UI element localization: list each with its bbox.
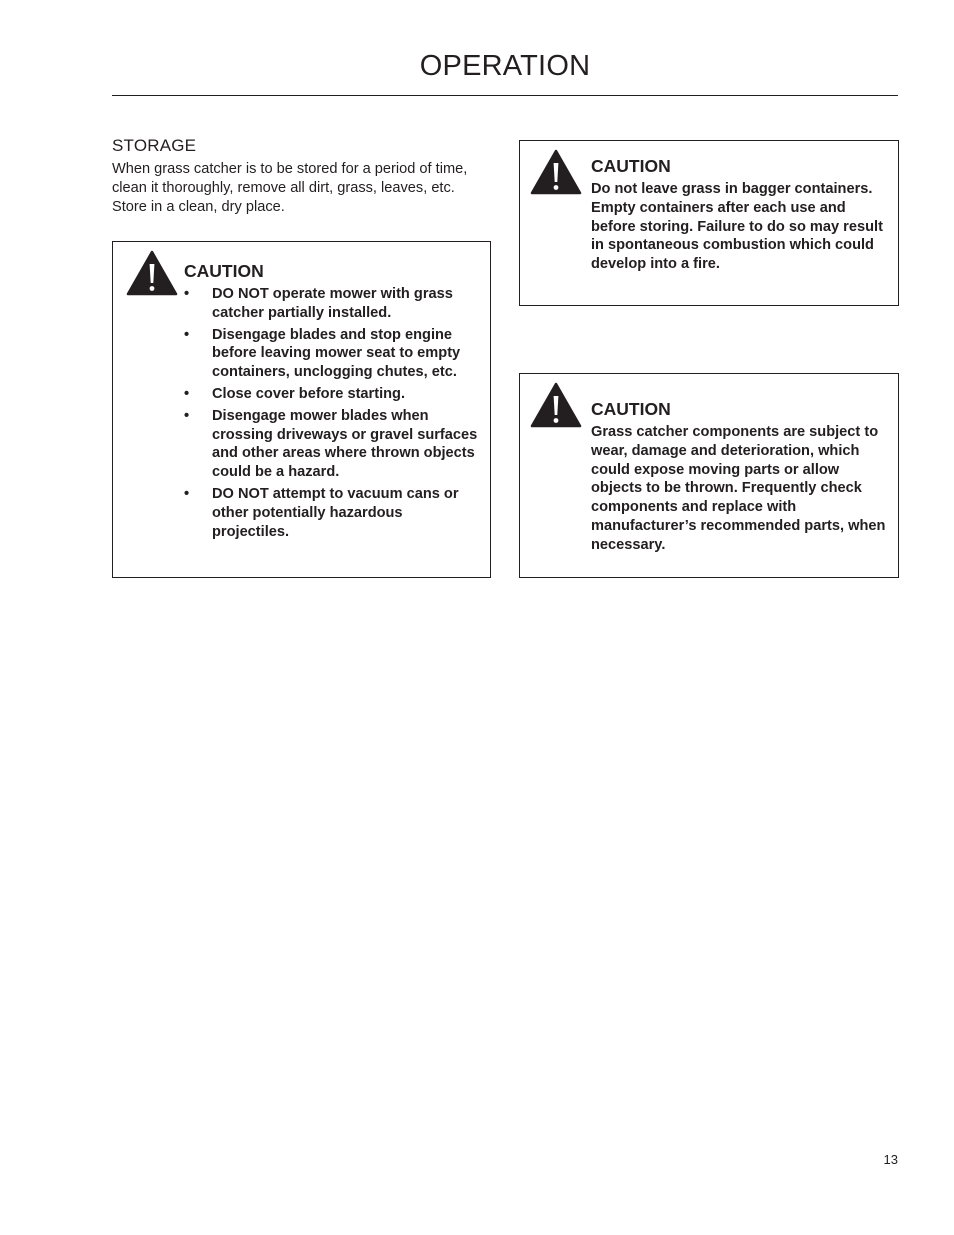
bullet-marker: • xyxy=(184,385,190,402)
list-item-text: Close cover before starting. xyxy=(212,385,406,402)
warning-triangle-icon xyxy=(530,382,582,428)
bullet-marker: • xyxy=(184,326,190,343)
warning-triangle-icon xyxy=(126,250,178,296)
caution-title: CAUTION xyxy=(184,261,264,281)
list-item xyxy=(184,385,480,404)
list-item xyxy=(184,285,480,323)
caution-bullet-list xyxy=(184,285,480,544)
warning-triangle-icon xyxy=(530,149,582,195)
list-item xyxy=(184,326,480,382)
caution-box-components xyxy=(519,373,899,578)
list-item-text: Disengage blades and stop engine before leaving mower seat to empty containers, unclogging chutes, etc. xyxy=(212,326,461,381)
list-item-text: DO NOT operate mower with grass catcher partially installed. xyxy=(212,286,453,321)
list-item xyxy=(184,407,480,482)
caution-text: Do not leave grass in bagger containers. Empty containers after each use and before storing. Failure to do so may result in spontaneous combustion which could develop into a fire. xyxy=(591,181,883,273)
page-number: 13 xyxy=(883,1152,898,1167)
bullet-marker: • xyxy=(184,407,190,424)
storage-body-text: When grass catcher is to be stored for a period of time, clean it thoroughly, remove all dirt, grass, leaves, etc. Store in a clean, dry place. xyxy=(112,161,468,215)
bullet-marker: • xyxy=(184,485,190,502)
bullet-marker: • xyxy=(184,286,190,302)
title-divider xyxy=(112,95,898,96)
list-item-text: Disengage mower blades when crossing driveways or gravel surfaces and other areas where thrown objects could be a hazard. xyxy=(212,407,478,481)
caution-title: CAUTION xyxy=(591,399,671,419)
page-title: OPERATION xyxy=(419,50,591,82)
caution-text: Grass catcher components are subject to wear, damage and deterioration, which could expose moving parts or allow objects to be thrown. Frequently check components and replace with manufacturer’s recommended parts, when necessary. xyxy=(591,424,886,553)
storage-heading: STORAGE xyxy=(112,136,197,155)
caution-title: CAUTION xyxy=(591,156,671,176)
caution-box-storage xyxy=(519,140,899,306)
caution-box-operation xyxy=(112,241,491,578)
list-item-text: DO NOT attempt to vacuum cans or other potentially hazardous projectiles. xyxy=(212,485,459,540)
list-item xyxy=(184,485,480,541)
